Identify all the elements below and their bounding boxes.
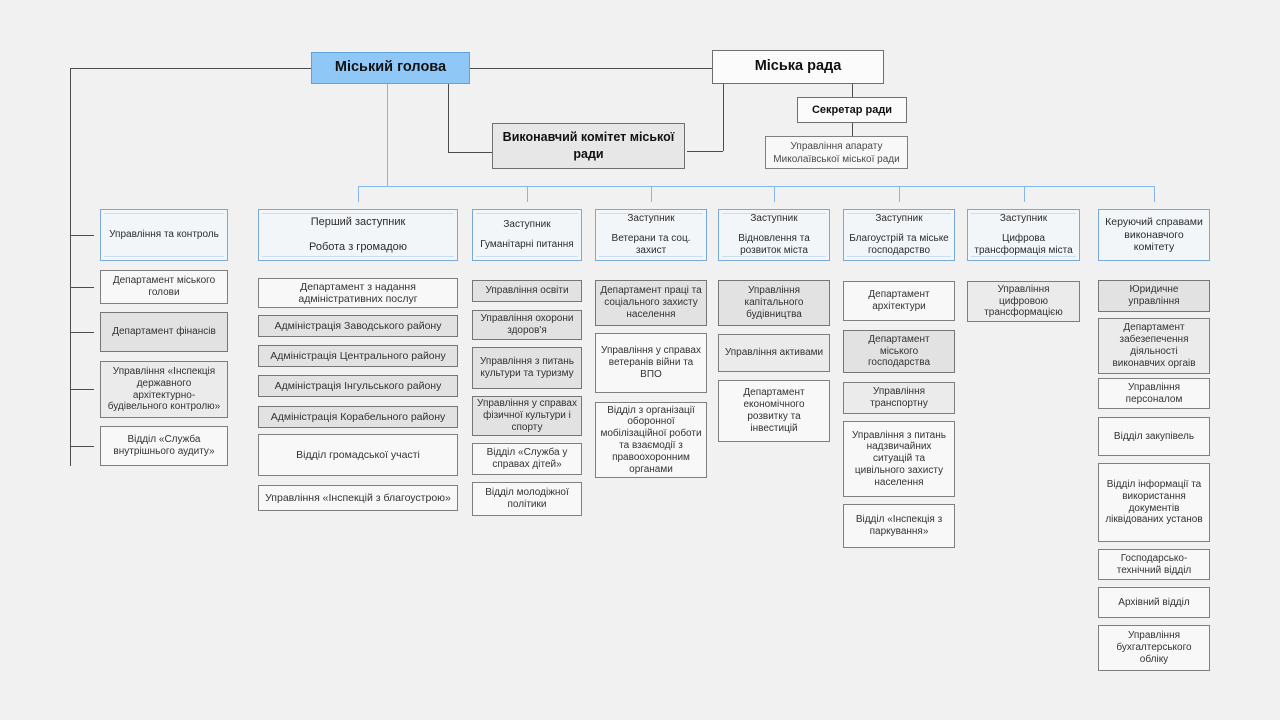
- org-unit-box: [843, 382, 955, 414]
- org-unit-label: Управління з питань надзвичайних ситуацій та цивільного захисту населення: [852, 429, 946, 488]
- deputy-title: Заступник: [750, 213, 798, 225]
- org-unit-box: [595, 333, 707, 393]
- deputy-title: Заступник: [627, 213, 675, 225]
- org-unit-label: Архівний відділ: [1118, 596, 1190, 608]
- org-unit-box: [595, 402, 707, 478]
- org-unit-box: [1098, 463, 1210, 542]
- org-unit-box: [100, 270, 228, 304]
- org-unit-label: Управління охорони здоров'я: [480, 313, 574, 336]
- connector-line: [1024, 186, 1025, 202]
- org-unit-label: Департамент забезепечення діяльності виконавчих оргаів: [1112, 322, 1196, 369]
- org-unit-box: [472, 310, 582, 340]
- connector-line: [651, 186, 652, 202]
- org-unit-box: [843, 421, 955, 497]
- deputy-subtitle: Ветерани та соц. захист: [611, 233, 691, 256]
- org-unit-label: Відділ громадської участі: [296, 448, 420, 461]
- connector-line: [70, 446, 94, 447]
- org-unit-label: Управління «Інспекцій з благоустрою»: [265, 491, 451, 504]
- org-unit-label: Управління персоналом: [1125, 381, 1183, 405]
- connector-line: [70, 235, 94, 236]
- org-unit-label: Департамент економічного розвитку та інвестицій: [743, 387, 805, 434]
- connector-line: [387, 84, 388, 186]
- org-unit-box: [100, 361, 228, 418]
- deputy-subtitle: Робота з громадою: [308, 241, 408, 253]
- org-unit-label: Управління освіти: [485, 285, 569, 297]
- connector-line: [774, 186, 775, 202]
- deputy-title: Заступник: [503, 219, 551, 231]
- org-unit-box: [595, 280, 707, 326]
- org-unit-box: [258, 345, 458, 367]
- org-unit-label: Управління у справах фізичної культури і спорту: [477, 398, 577, 433]
- org-unit-label: Адміністрація Заводського району: [274, 319, 442, 332]
- org-unit-label: Департамент праці та соціального захисту населення: [600, 285, 702, 320]
- connector-line: [899, 186, 900, 202]
- org-unit-box: [258, 375, 458, 397]
- org-unit-box: [843, 330, 955, 373]
- deputy-box: [1098, 209, 1210, 261]
- node-council: [712, 50, 884, 84]
- node-exec-committee-label: Виконавчий комітет міської ради: [502, 130, 675, 161]
- connector-line: [70, 332, 94, 333]
- org-unit-box: [258, 315, 458, 337]
- connector-line: [723, 84, 724, 151]
- deputy-box: [595, 209, 707, 261]
- org-unit-box: [472, 280, 582, 302]
- node-control: [100, 209, 228, 261]
- org-unit-box: [843, 504, 955, 548]
- org-unit-box: [100, 312, 228, 352]
- node-apparatus-label: Управління апарату Миколаївської міської ради: [773, 140, 900, 165]
- connector-line: [687, 151, 723, 152]
- deputy-title: Заступник: [999, 213, 1048, 225]
- node-apparatus: [765, 136, 908, 169]
- org-unit-box: [718, 280, 830, 326]
- connector-line: [448, 84, 449, 152]
- node-exec-committee: [492, 123, 685, 169]
- org-unit-box: [258, 485, 458, 511]
- org-unit-label: Управління з питань культури та туризму: [480, 356, 574, 379]
- org-unit-label: Управління транспортну: [870, 386, 928, 409]
- org-unit-box: [258, 406, 458, 428]
- org-unit-label: Адміністрація Інгульського району: [274, 379, 442, 392]
- connector-line: [358, 186, 1155, 187]
- org-unit-box: [258, 434, 458, 476]
- deputy-subtitle: Гуманітарні питання: [480, 239, 574, 250]
- node-control-label: Управління та контроль: [109, 229, 219, 241]
- org-unit-box: [1098, 417, 1210, 456]
- org-unit-box: [472, 443, 582, 475]
- deputy-title: Заступник: [875, 213, 923, 225]
- org-unit-box: [1098, 318, 1210, 374]
- org-unit-label: Відділ молодіжної політики: [485, 487, 569, 510]
- org-unit-label: Адміністрація Центрального району: [270, 349, 446, 362]
- org-unit-label: Управління «Інспекція державного архітектурно-будівельного контролю»: [107, 365, 221, 413]
- org-unit-box: [967, 281, 1080, 322]
- org-unit-label: Управління активами: [724, 347, 824, 359]
- org-unit-label: Відділ «Служба внутрішнього аудиту»: [113, 434, 215, 457]
- org-unit-box: [472, 347, 582, 389]
- node-council-label: Міська рада: [754, 58, 842, 75]
- org-unit-box: [1098, 378, 1210, 409]
- org-unit-label: Департамент фінансів: [112, 326, 216, 338]
- org-unit-label: Департамент міського голови: [112, 275, 216, 298]
- org-unit-box: [843, 281, 955, 321]
- org-unit-box: [472, 396, 582, 436]
- node-mayor-label: Міський голова: [334, 59, 447, 76]
- node-secretary-label: Секретар ради: [811, 103, 893, 116]
- org-unit-box: [1098, 280, 1210, 312]
- deputy-subtitle: Цифрова трансформація міста: [974, 233, 1073, 256]
- connector-line: [70, 68, 71, 466]
- org-unit-label: Департамент з надання адміністративних послуг: [298, 280, 418, 305]
- connector-line: [470, 68, 713, 69]
- org-unit-label: Департамент архітектури: [868, 289, 930, 312]
- deputy-title: Керуючий справами виконавчого комітету: [1105, 216, 1203, 254]
- connector-line: [448, 152, 492, 153]
- connector-line: [852, 84, 853, 97]
- org-unit-label: Департамент міського господарства: [867, 333, 931, 369]
- node-mayor: [311, 52, 470, 84]
- org-unit-box: [472, 482, 582, 516]
- deputy-box: [967, 209, 1080, 261]
- deputy-box: [472, 209, 582, 261]
- connector-line: [1154, 186, 1155, 202]
- deputy-box: [258, 209, 458, 261]
- org-unit-box: [1098, 549, 1210, 580]
- org-unit-label: Управління бухгалтерського обліку: [1116, 630, 1192, 665]
- deputy-box: [843, 209, 955, 261]
- org-unit-label: Юридичне управління: [1128, 284, 1180, 307]
- org-unit-box: [1098, 625, 1210, 671]
- deputy-subtitle: Відновлення та розвиток міста: [738, 233, 810, 256]
- org-unit-label: Управління у справах ветеранів війни та ВПО: [601, 345, 701, 380]
- org-unit-label: Управління капітального будівництва: [744, 285, 804, 320]
- org-unit-box: [100, 426, 228, 466]
- connector-line: [358, 186, 359, 202]
- org-unit-label: Відділ «Інспекція з паркування»: [855, 514, 943, 537]
- org-unit-label: Відділ закупівель: [1113, 430, 1195, 442]
- node-secretary: [797, 97, 907, 123]
- org-unit-label: Адміністрація Корабельного району: [270, 410, 446, 423]
- org-unit-label: Відділ з організації оборонної мобілізаційної роботи та взаємодії з правоохоронним органами: [600, 404, 702, 475]
- org-unit-label: Відділ «Служба у справах дітей»: [486, 447, 568, 470]
- org-unit-box: [718, 334, 830, 372]
- connector-line: [70, 68, 311, 69]
- connector-line: [70, 287, 94, 288]
- connector-line: [852, 123, 853, 136]
- org-unit-label: Відділ інформації та використання документів ліквідованих установ: [1105, 478, 1203, 526]
- org-unit-box: [1098, 587, 1210, 618]
- org-unit-box: [258, 278, 458, 308]
- deputy-title: Перший заступник: [310, 216, 406, 229]
- org-unit-box: [718, 380, 830, 442]
- deputy-subtitle: Благоустрій та міське господарство: [849, 233, 949, 256]
- org-unit-label: Господарсько-технічний відділ: [1116, 552, 1192, 576]
- connector-line: [70, 389, 94, 390]
- deputy-box: [718, 209, 830, 261]
- connector-line: [527, 186, 528, 202]
- org-unit-label: Управління цифровою трансформацією: [984, 283, 1063, 319]
